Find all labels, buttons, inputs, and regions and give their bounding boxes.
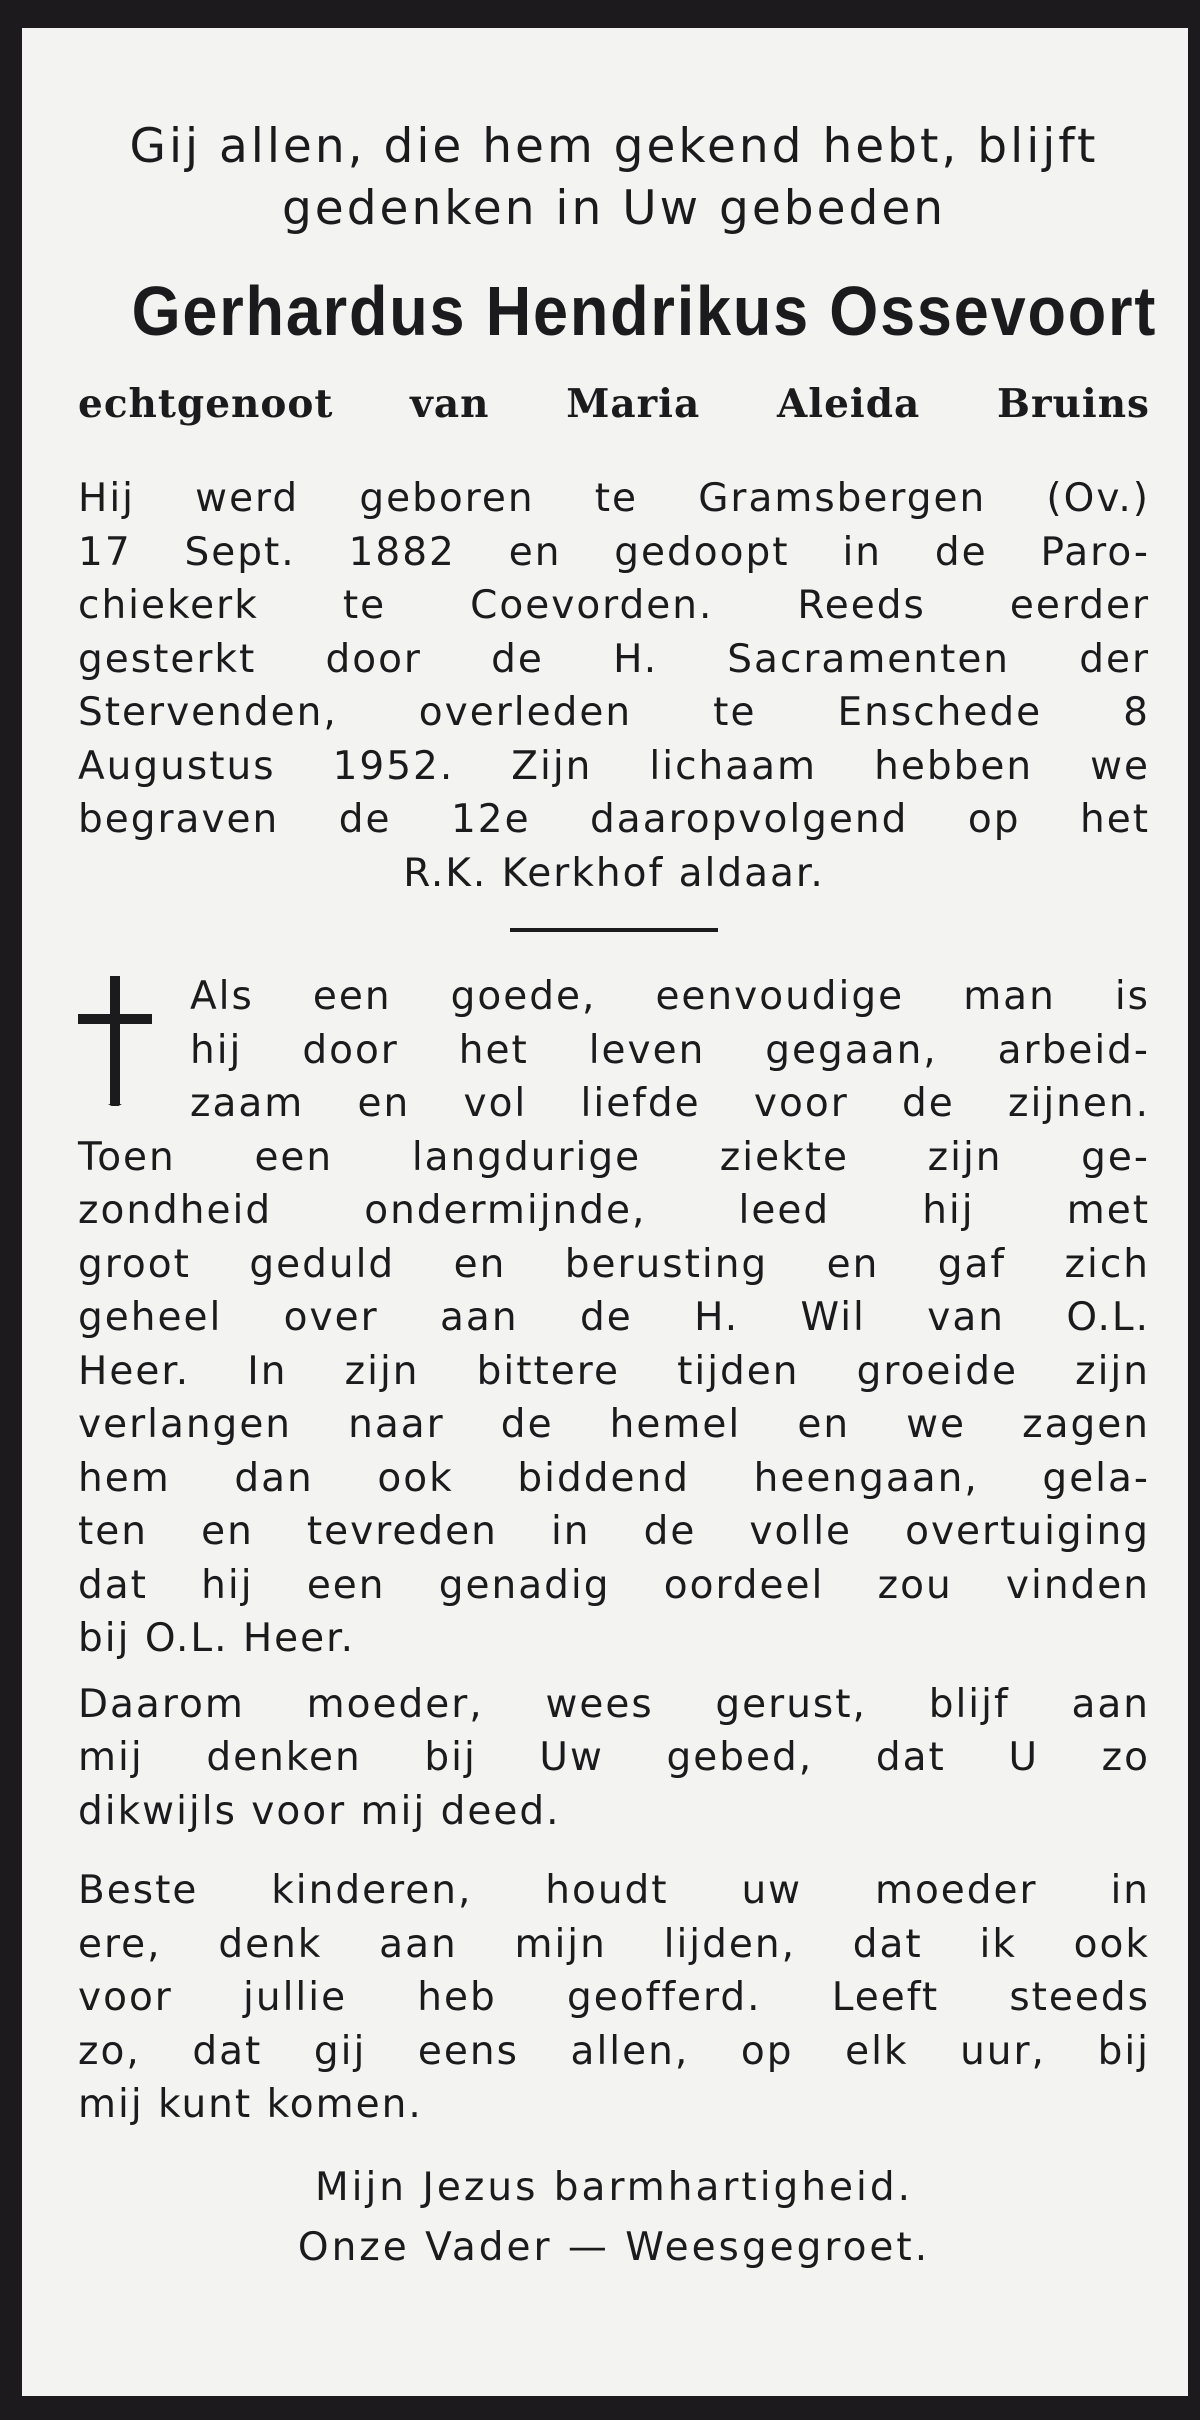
paragraph-line: Als een goede, eenvoudige man is [190, 974, 1150, 1019]
paragraph-line: voor jullie heb geofferd. Leeft steeds [78, 1975, 1150, 2020]
bio-line: R.K. Kerkhof aldaar. [403, 850, 825, 896]
header-line-2: gedenken in Uw gebeden [281, 181, 947, 236]
bio-line: Hij werd geboren te Gramsbergen (Ov.) [78, 476, 1150, 521]
paragraph-line: zo, dat gij eens allen, op elk uur, bij [78, 2028, 1150, 2074]
header [78, 116, 1150, 240]
bio-line: Stervenden, overleden te Enschede 8 [78, 690, 1150, 735]
spouse-line: echtgenoot van Maria Aleida Bruins [78, 381, 1150, 427]
bio-line: Augustus 1952. Zijn lichaam hebben we [78, 743, 1150, 789]
bio-line: begraven de 12e daaropvolgend op het [78, 797, 1150, 842]
bio-line: 17 Sept. 1882 en gedoopt in de Paro- [78, 529, 1150, 575]
bio-line: chiekerk te Coevorden. Reeds eerder [78, 583, 1150, 628]
paragraph-line: ere, denk aan mijn lijden, dat ik ook [78, 1921, 1150, 1967]
paragraph-line: zaam en vol liefde voor de zijnen. [190, 1081, 1150, 1126]
paragraph-line: verlangen naar de hemel en we zagen [78, 1402, 1150, 1447]
paragraph-line: mij kunt komen. [78, 2082, 423, 2127]
header-line-1: Gij allen, die hem gekend hebt, blijft [129, 119, 1099, 174]
closing-prayer [78, 2158, 1150, 2278]
paragraph-line: Heer. In zijn bittere tijden groeide zijn [78, 1348, 1150, 1394]
closing-line-2: Onze Vader — Weesgegroet. [297, 2224, 931, 2270]
paragraph-mother [78, 1678, 1150, 1839]
paragraph-life [78, 970, 1150, 1666]
paragraph-line: dikwijls voor mij deed. [78, 1788, 561, 1834]
paragraph-line: geheel over aan de H. Wil van O.L. [78, 1295, 1150, 1340]
paragraph-line: zondheid ondermijnde, leed hij met [78, 1188, 1150, 1233]
paragraph-line: Beste kinderen, houdt uw moeder in [78, 1868, 1150, 1913]
cross-icon [78, 976, 152, 1106]
paragraph-line: Daarom moeder, wees gerust, blijf aan [78, 1681, 1150, 1727]
paragraph-line: mij denken bij Uw gebed, dat U zo [78, 1735, 1150, 1780]
biography [78, 472, 1150, 900]
paragraph-line: hij door het leven gegaan, arbeid- [190, 1027, 1150, 1073]
memorial-card [22, 28, 1188, 2396]
deceased-name: Gerhardus Hendrikus Ossevoort [131, 272, 1158, 350]
paragraph-children [78, 1864, 1150, 2132]
paragraph-line: dat hij een genadig oordeel zou vinden [78, 1562, 1150, 1608]
paragraph-line: groot geduld en berusting en gaf zich [78, 1241, 1150, 1287]
divider [510, 928, 718, 932]
closing-line-1: Mijn Jezus barmhartigheid. [314, 2164, 914, 2210]
paragraph-line: ten en tevreden in de volle overtuiging [78, 1509, 1150, 1554]
bio-line: gesterkt door de H. Sacramenten der [78, 636, 1150, 682]
paragraph-line: bij O.L. Heer. [78, 1616, 356, 1661]
paragraph-line: Toen een langdurige ziekte zijn ge- [78, 1134, 1150, 1180]
paragraph-line: hem dan ook biddend heengaan, gela- [78, 1455, 1150, 1501]
